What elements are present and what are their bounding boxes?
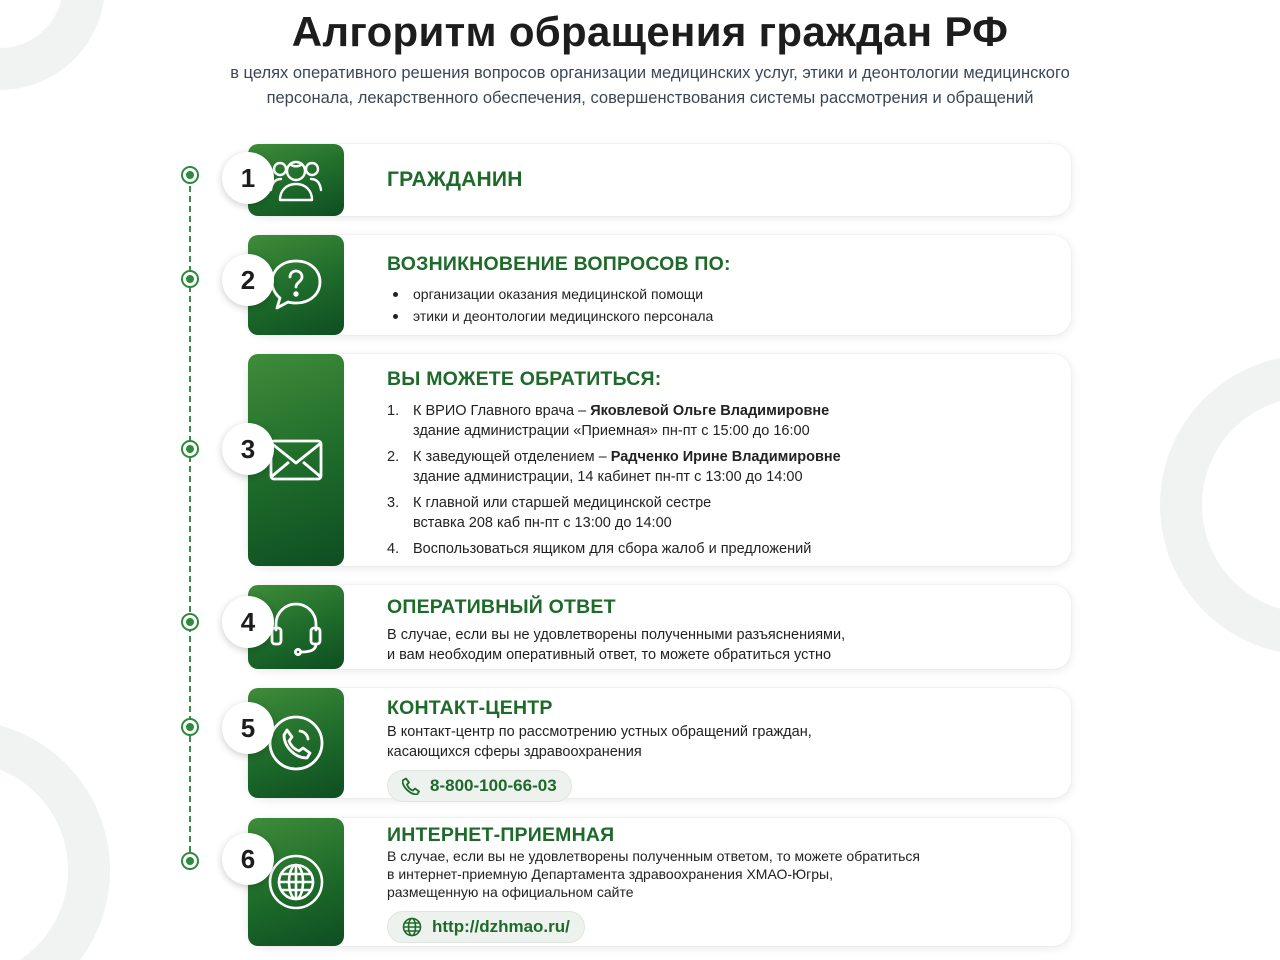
phone-number: 8-800-100-66-03 — [430, 776, 557, 795]
step-title: ВЫ МОЖЕТЕ ОБРАТИТЬСЯ: — [387, 368, 662, 390]
step-card-contact-center: 5 КОНТАКТ-ЦЕНТР В контакт-центр по рассмотрению устных обращений граждан, касающихся сферы здравоохранения 8-800-100-66-03 — [248, 688, 1071, 798]
decorative-ring — [0, 720, 110, 960]
list-item: этики и деонтологии медицинского персонала — [387, 305, 1051, 327]
step-number: 5 — [222, 702, 274, 754]
people-group-icon — [268, 154, 324, 206]
list-item: 3. К главной или старшей медицинской сестре вставка 208 каб пн-пт с 13:00 до 14:00 — [387, 495, 712, 531]
list-item: 2. К заведующей отделением – Радченко Ирине Владимировне здание администрации, 14 кабинет пн-пт с 13:00 до 14:00 — [387, 449, 841, 485]
step-title: ИНТЕРНЕТ-ПРИЕМНАЯ — [387, 824, 615, 846]
step-card-contacts — [240, 354, 1071, 566]
step-card-questions — [240, 235, 1071, 335]
timeline-dot — [181, 166, 199, 184]
step-title: ОПЕРАТИВНЫЙ ОТВЕТ — [387, 596, 616, 618]
timeline-dot — [181, 613, 199, 631]
step-number: 6 — [222, 833, 274, 885]
headset-icon — [268, 598, 324, 656]
website-url: http://dzhmao.ru/ — [432, 917, 570, 936]
step-title: ВОЗНИКНОВЕНИЕ ВОПРОСОВ ПО: — [387, 253, 731, 275]
globe-icon — [266, 852, 326, 912]
step-card-internet-reception: 6 ИНТЕРНЕТ-ПРИЕМНАЯ В случае, если вы не удовлетворены полученным ответом, то можете обратиться в интернет-приемную Департамента здравоохранения ХМАО-Югры, размещенную на официальном сайте http://dzhmao.ru/ — [248, 818, 1071, 946]
step-number: 4 — [222, 596, 274, 648]
list-item: организации оказания медицинской помощи — [387, 283, 1051, 305]
timeline-dot — [181, 718, 199, 736]
phone-icon — [266, 713, 326, 773]
step-card-citizen — [240, 144, 1071, 216]
person-name: Радченко Ирине Владимировне — [610, 449, 841, 465]
phone-number-link[interactable] — [387, 770, 572, 802]
step-number: 1 — [222, 152, 274, 204]
timeline-dot — [181, 270, 199, 288]
list-item: 4. Воспользоваться ящиком для сбора жалоб и предложений — [387, 541, 812, 557]
website-link[interactable] — [387, 911, 585, 943]
phone-icon — [402, 777, 420, 795]
step-card-quick-answer: 4 ОПЕРАТИВНЫЙ ОТВЕТ В случае, если вы не удовлетворены полученными разъяснениями, и вам необходим оперативный ответ, то можете обратиться устно — [248, 585, 1071, 669]
step-title: ГРАЖДАНИН — [387, 168, 523, 191]
step-title: КОНТАКТ-ЦЕНТР — [387, 697, 553, 719]
question-bubble-icon — [266, 255, 326, 315]
step-number: 2 — [222, 254, 274, 306]
decorative-ring — [1160, 355, 1280, 655]
page-subtitle: в целях оперативного решения вопросов организации медицинских услуг, этики и деонтологии медицинского персонала, лекарственного обеспечения, совершенствования системы рассмотрения и обращений — [230, 64, 1070, 107]
globe-icon — [402, 917, 422, 937]
step-number: 3 — [222, 423, 274, 475]
page-title: Алгоритм обращения граждан РФ — [291, 8, 1009, 55]
list-item: 1. К ВРИО Главного врача – Яковлевой Ольге Владимировне здание администрации «Приемная» пн-пт с 15:00 до 16:00 — [387, 403, 830, 439]
envelope-icon — [268, 438, 324, 482]
timeline-dot — [181, 440, 199, 458]
person-name: Яковлевой Ольге Владимировне — [590, 403, 830, 419]
timeline-dot — [181, 852, 199, 870]
